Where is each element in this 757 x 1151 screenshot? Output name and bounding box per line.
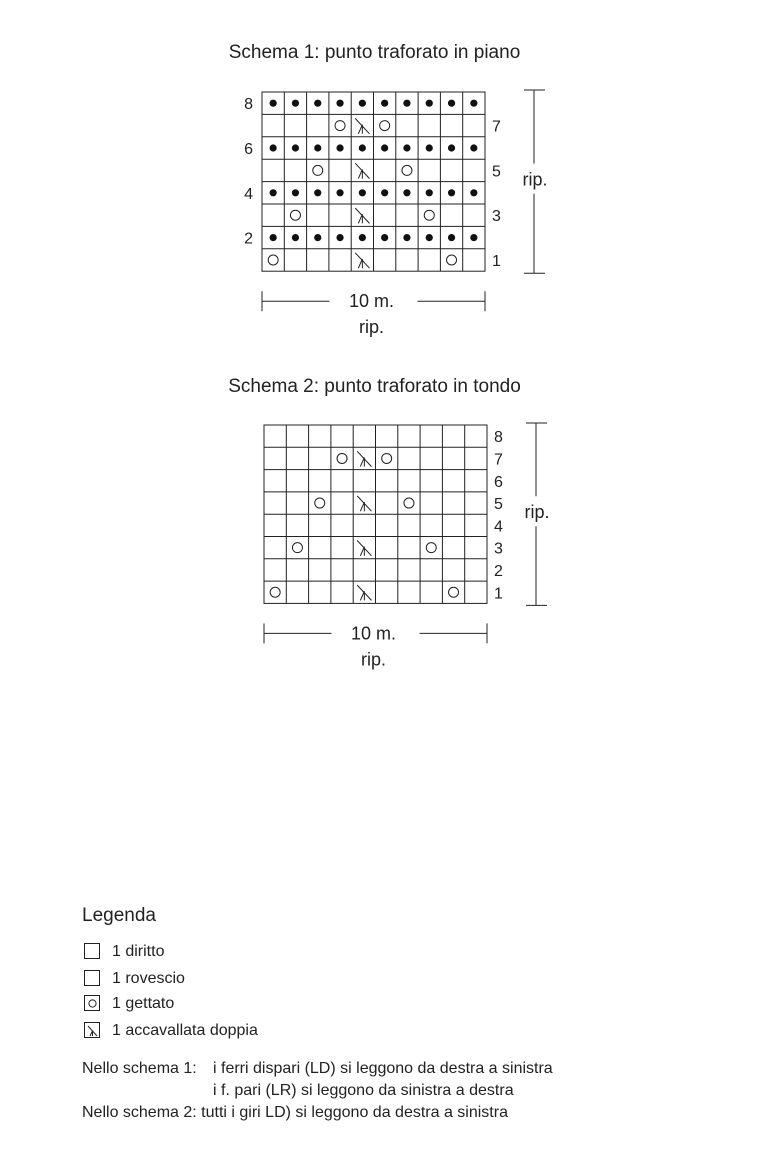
- row-number-right: 2: [494, 562, 503, 580]
- purl-dot-icon: [314, 189, 321, 196]
- row-number-right: 1: [494, 585, 503, 603]
- schema1-title: Schema 1: punto traforato in piano: [228, 42, 521, 63]
- yarn-over-circle-icon: [424, 210, 434, 220]
- purl-dot-icon: [336, 234, 343, 241]
- note-schema1-label: Nello schema 1:: [82, 1060, 197, 1077]
- row-number-right: 1: [492, 253, 501, 270]
- purl-dot-icon: [448, 234, 455, 241]
- yarn-over-circle-icon: [380, 121, 390, 131]
- repeat-horizontal-label: rip.: [358, 317, 385, 338]
- purl-dot-icon: [270, 100, 277, 107]
- double-decrease-icon: [357, 585, 371, 600]
- width-label: 10 m.: [348, 291, 395, 312]
- note-schema2: Nello schema 2: tutti i giri LD) si leggono da destra a sinistra: [82, 1104, 508, 1121]
- purl-dot-icon: [448, 100, 455, 107]
- yarn-over-circle-icon: [315, 498, 325, 508]
- row-number-right: 5: [492, 163, 501, 181]
- row-number-right: 3: [494, 540, 503, 558]
- purl-dot-icon: [336, 189, 343, 196]
- yarn-over-circle-icon: [382, 453, 392, 463]
- purl-dot-icon: [336, 100, 343, 107]
- legend-label: 1 gettato: [112, 995, 175, 1012]
- purl-dot-icon: [426, 189, 433, 196]
- purl-dot-icon: [314, 234, 321, 241]
- purl-dot-icon: [381, 234, 388, 241]
- yarn-over-circle-icon: [270, 587, 280, 597]
- yarn-over-circle-icon: [84, 995, 100, 1011]
- purl-dot-icon: [292, 189, 299, 196]
- yarn-over-circle-icon: [404, 498, 414, 508]
- legend-label: 1 accavallata doppia: [112, 1022, 258, 1039]
- purl-dot-icon: [292, 144, 299, 151]
- purl-dot-icon: [359, 144, 366, 151]
- row-number-right: 6: [494, 473, 503, 491]
- purl-dot-icon: [403, 144, 410, 151]
- row-number-right: 3: [492, 208, 501, 226]
- purl-dot-icon: [403, 100, 410, 107]
- repeat-vertical-label: rip.: [524, 502, 550, 523]
- purl-dot-icon: [426, 144, 433, 151]
- double-decrease-icon: [357, 451, 371, 466]
- yarn-over-circle-icon: [447, 255, 457, 265]
- purl-dot-icon: [448, 189, 455, 196]
- yarn-over-circle-icon: [290, 210, 300, 220]
- row-number-right: 5: [494, 496, 503, 514]
- row-number-left: 6: [244, 141, 253, 158]
- legend-label: 1 rovescio: [112, 970, 185, 987]
- legend-label: 1 diritto: [112, 943, 165, 960]
- purl-dot-icon: [381, 100, 388, 107]
- double-decrease-icon: [357, 496, 371, 511]
- row-number-left: 4: [244, 185, 253, 203]
- row-number-right: 4: [494, 518, 503, 536]
- yarn-over-circle-icon: [402, 165, 412, 175]
- schema2-title: Schema 2: punto traforato in tondo: [228, 376, 521, 397]
- note-schema1-line2: i f. pari (LR) si leggono da sinistra a destra: [213, 1082, 514, 1099]
- yarn-over-circle-icon: [313, 165, 323, 175]
- purl-dot-icon: [426, 234, 433, 241]
- yarn-over-circle-icon: [268, 255, 278, 265]
- double-decrease-icon: [84, 1022, 100, 1038]
- purl-dot-icon: [314, 144, 321, 151]
- row-number-right: 8: [494, 429, 503, 447]
- note-schema1-line1: i ferri dispari (LD) si leggono da destra a sinistra: [213, 1060, 553, 1077]
- purl-dot-icon: [470, 144, 477, 151]
- double-decrease-icon: [355, 253, 369, 268]
- purl-dot-icon: [359, 189, 366, 196]
- double-decrease-icon: [355, 118, 369, 133]
- row-number-right: 7: [494, 451, 503, 469]
- row-number-left: 8: [244, 96, 253, 114]
- repeat-vertical-label: rip.: [522, 169, 548, 190]
- yarn-over-circle-icon: [292, 543, 302, 553]
- double-decrease-icon: [357, 541, 371, 556]
- purl-dot-icon: [270, 144, 277, 151]
- double-decrease-icon: [355, 163, 369, 178]
- purl-dot-icon: [381, 144, 388, 151]
- yarn-over-circle-icon: [449, 587, 459, 597]
- repeat-horizontal-label: rip.: [360, 649, 387, 670]
- purl-dot-icon: [314, 100, 321, 107]
- width-label: 10 m.: [350, 623, 397, 644]
- purl-dot-icon: [270, 189, 277, 196]
- purl-dot-icon: [292, 100, 299, 107]
- row-number-right: 7: [492, 118, 501, 136]
- purl-dot-icon: [403, 234, 410, 241]
- yarn-over-circle-icon: [337, 453, 347, 463]
- yarn-over-circle-icon: [335, 121, 345, 131]
- purl-dot-icon: [470, 100, 477, 107]
- purl-dot-icon: [470, 189, 477, 196]
- purl-dot-icon: [426, 100, 433, 107]
- yarn-over-circle-icon: [426, 543, 436, 553]
- purl-dot-icon: [359, 234, 366, 241]
- purl-dot-icon: [336, 144, 343, 151]
- legend-title: Legenda: [82, 905, 156, 926]
- purl-symbol-icon: [84, 970, 100, 986]
- purl-dot-icon: [470, 234, 477, 241]
- purl-dot-icon: [270, 234, 277, 241]
- knit-symbol-icon: [84, 943, 100, 959]
- purl-dot-icon: [403, 189, 410, 196]
- purl-dot-icon: [381, 189, 388, 196]
- double-decrease-icon: [355, 208, 369, 223]
- row-number-left: 2: [244, 230, 253, 248]
- purl-dot-icon: [292, 234, 299, 241]
- purl-dot-icon: [359, 100, 366, 107]
- purl-dot-icon: [448, 144, 455, 151]
